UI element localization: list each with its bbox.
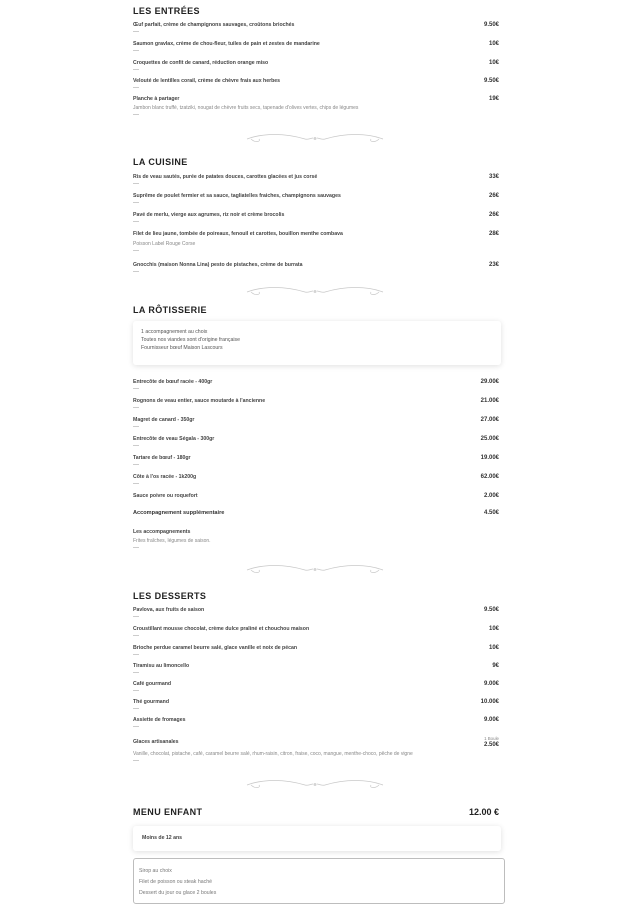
menu-item — [133, 398, 501, 417]
ornament-divider — [245, 562, 385, 576]
section-title-menu-enfant: MENU ENFANT — [133, 807, 203, 817]
item-price: 28€ — [488, 231, 499, 237]
item-name: Croustillant mousse chocolat, crème dulce praliné et chouchou maison — [133, 626, 310, 632]
section-rotisserie — [133, 305, 501, 315]
menu-enfant-age-box — [133, 826, 501, 851]
divider — [133, 726, 139, 727]
menu-enfant-price: 12.00 € — [468, 807, 499, 817]
menu-item — [133, 41, 501, 60]
menu-item — [133, 455, 501, 474]
divider — [133, 31, 139, 32]
menu-item — [133, 193, 501, 212]
ornament-divider — [245, 131, 385, 145]
choice-line: Filet de poisson ou steak haché — [139, 879, 212, 885]
item-price: 2.50€ — [483, 742, 499, 748]
item-price: 10€ — [488, 645, 499, 651]
age-label: Moins de 12 ans — [142, 835, 183, 841]
menu-item — [133, 474, 501, 493]
cuisine-list — [133, 174, 501, 278]
menu-item — [133, 212, 501, 231]
item-price: 25.00€ — [480, 436, 499, 442]
divider — [133, 464, 139, 465]
divider — [133, 69, 139, 70]
item-price: 10€ — [488, 60, 499, 66]
item-price: 23€ — [488, 262, 499, 268]
item-name: Assiette de fromages — [133, 717, 186, 723]
item-name: Saumon gravlax, crème de chou-fleur, tuiles de pain et zestes de mandarine — [133, 41, 320, 47]
item-price: 26€ — [488, 193, 499, 199]
item-name: Velouté de lentilles corail, crème de chèvre frais aux herbes — [133, 78, 281, 84]
divider — [133, 87, 139, 88]
menu-item — [133, 22, 501, 41]
menu-item — [133, 262, 501, 278]
menu-item — [133, 645, 501, 663]
item-price: 29.00€ — [480, 379, 499, 385]
item-name: Magret de canard - 350gr — [133, 417, 195, 423]
item-price: 9.50€ — [483, 78, 499, 84]
divider — [133, 183, 139, 184]
item-price: 33€ — [488, 174, 499, 180]
item-price: 9.00€ — [483, 681, 499, 687]
item-name: Croquettes de confit de canard, réduction orange miso — [133, 60, 269, 66]
item-name: Café gourmand — [133, 681, 172, 687]
section-entrees — [133, 6, 501, 16]
choice-line: Dessert du jour ou glace 2 boules — [139, 890, 217, 896]
section-title-desserts: LES DESSERTS — [133, 591, 207, 601]
divider — [133, 114, 139, 115]
menu-item — [133, 78, 501, 96]
ornament-divider — [245, 284, 385, 298]
divider — [133, 483, 139, 484]
item-price: 62.00€ — [480, 474, 499, 480]
item-name: Suprême de poulet fermier et sa sauce, tagliatelles fraiches, champignons sauvages — [133, 193, 341, 199]
item-price: 10.00€ — [480, 699, 499, 705]
divider — [133, 445, 139, 446]
item-description: Vanille, chocolat, pistache, café, caramel beurre salé, rhum-raisin, citron, fraise, coco, mangue, menthe-choco, pêche de vigne — [133, 751, 413, 757]
divider — [133, 221, 139, 222]
accompaniments-title: Les accompagnements — [133, 529, 191, 535]
item-price: 9.00€ — [483, 717, 499, 723]
item-description: Poisson Label Rouge Corse — [133, 241, 196, 247]
item-name: Tartare de bœuf - 180gr — [133, 455, 191, 461]
item-unit: 1 Boule — [484, 736, 499, 741]
menu-item — [133, 607, 501, 626]
menu-item — [133, 379, 501, 398]
divider — [133, 407, 139, 408]
item-price: 27.00€ — [480, 417, 499, 423]
item-name: Entrecôte de veau Ségala - 300gr — [133, 436, 215, 442]
item-name: Rognons de veau entier, sauce moutarde à l'ancienne — [133, 398, 266, 404]
info-line: 1 accompagnement au choix — [141, 329, 208, 335]
menu-item — [133, 96, 501, 118]
divider — [133, 760, 139, 761]
item-name: Entrecôte de bœuf racée - 400gr — [133, 379, 213, 385]
item-price: 9.50€ — [483, 607, 499, 613]
divider — [133, 202, 139, 203]
item-price: 2.00€ — [483, 493, 499, 499]
accompaniments-description: Frites fraîches, légumes de saison. — [133, 538, 211, 544]
rotisserie-list — [133, 379, 501, 553]
menu-item — [133, 60, 501, 78]
section-title-rotisserie: LA RÔTISSERIE — [133, 305, 207, 315]
item-name: Gnocchis (maison Nonna Lina) pesto de pistaches, crème de burrata — [133, 262, 303, 268]
section-menu-enfant — [133, 807, 501, 817]
choice-line: Sirop au choix — [139, 868, 172, 874]
item-name: Côte à l'os racée - 1k200g — [133, 474, 197, 480]
menu-item — [133, 417, 501, 436]
menu-item — [133, 699, 501, 717]
accompaniments — [133, 529, 501, 553]
item-name: Filet de lieu jaune, tombée de poireaux, fenouil et carottes, bouillon menthe combava — [133, 231, 343, 237]
item-price: 26€ — [488, 212, 499, 218]
divider — [133, 616, 139, 617]
item-price: 21.00€ — [480, 398, 499, 404]
item-price: 4.50€ — [483, 510, 499, 516]
item-name: Planche à partager — [133, 96, 180, 102]
item-price: 10€ — [488, 626, 499, 632]
menu-item — [133, 231, 501, 262]
desserts-list — [133, 607, 501, 765]
item-name: Ris de veau sautés, purée de patates douces, carottes glacées et jus corsé — [133, 174, 318, 180]
divider — [133, 426, 139, 427]
menu-item — [133, 717, 501, 735]
entrees-list — [133, 22, 501, 118]
divider — [133, 654, 139, 655]
item-name: Œuf parfait, crème de champignons sauvages, croûtons briochés — [133, 22, 295, 28]
item-name: Thé gourmand — [133, 699, 170, 705]
menu-item — [133, 663, 501, 681]
item-description: Jambon blanc truffé, tzatziki, nougat de chèvre fruits secs, tapenade d'olives vertes, chips de légumes — [133, 105, 359, 111]
info-line: Fournisseur bœuf Maison Lascours — [141, 345, 223, 351]
section-title-cuisine: LA CUISINE — [133, 157, 188, 167]
divider — [133, 635, 139, 636]
divider — [133, 388, 139, 389]
divider — [133, 547, 139, 548]
item-name: Glaces artisanales — [133, 739, 179, 745]
section-cuisine — [133, 157, 501, 167]
item-name: Brioche perdue caramel beurre salé, glace vanille et noix de pécan — [133, 645, 298, 651]
item-name: Pavé de merlu, vierge aux agrumes, riz noir et crème brocolis — [133, 212, 285, 218]
divider — [133, 672, 139, 673]
menu-item — [133, 510, 501, 529]
item-name: Accompagnement supplémentaire — [133, 510, 225, 516]
info-line: Toutes nos viandes sont d'origine française — [141, 337, 241, 343]
menu-item — [133, 681, 501, 699]
item-price: 9€ — [492, 663, 499, 669]
rotisserie-info-box — [133, 321, 501, 365]
menu-enfant-choices-box — [133, 858, 505, 904]
item-name: Tiramisu au limoncello — [133, 663, 190, 669]
menu-item — [133, 174, 501, 193]
divider — [133, 50, 139, 51]
item-price: 9.50€ — [483, 22, 499, 28]
menu-item-glaces — [133, 735, 501, 765]
divider — [133, 708, 139, 709]
divider — [133, 690, 139, 691]
item-name: Sauce poivre ou roquefort — [133, 493, 198, 499]
divider — [133, 271, 139, 272]
item-price: 19€ — [488, 96, 499, 102]
item-price: 19.00€ — [480, 455, 499, 461]
section-title-entrees: LES ENTRÉES — [133, 6, 200, 16]
menu-item — [133, 436, 501, 455]
ornament-divider — [245, 777, 385, 791]
section-desserts — [133, 591, 501, 601]
item-price: 10€ — [488, 41, 499, 47]
menu-item — [133, 626, 501, 645]
menu-item — [133, 493, 501, 510]
divider — [133, 250, 139, 251]
item-name: Pavlova, aux fruits de saison — [133, 607, 205, 613]
